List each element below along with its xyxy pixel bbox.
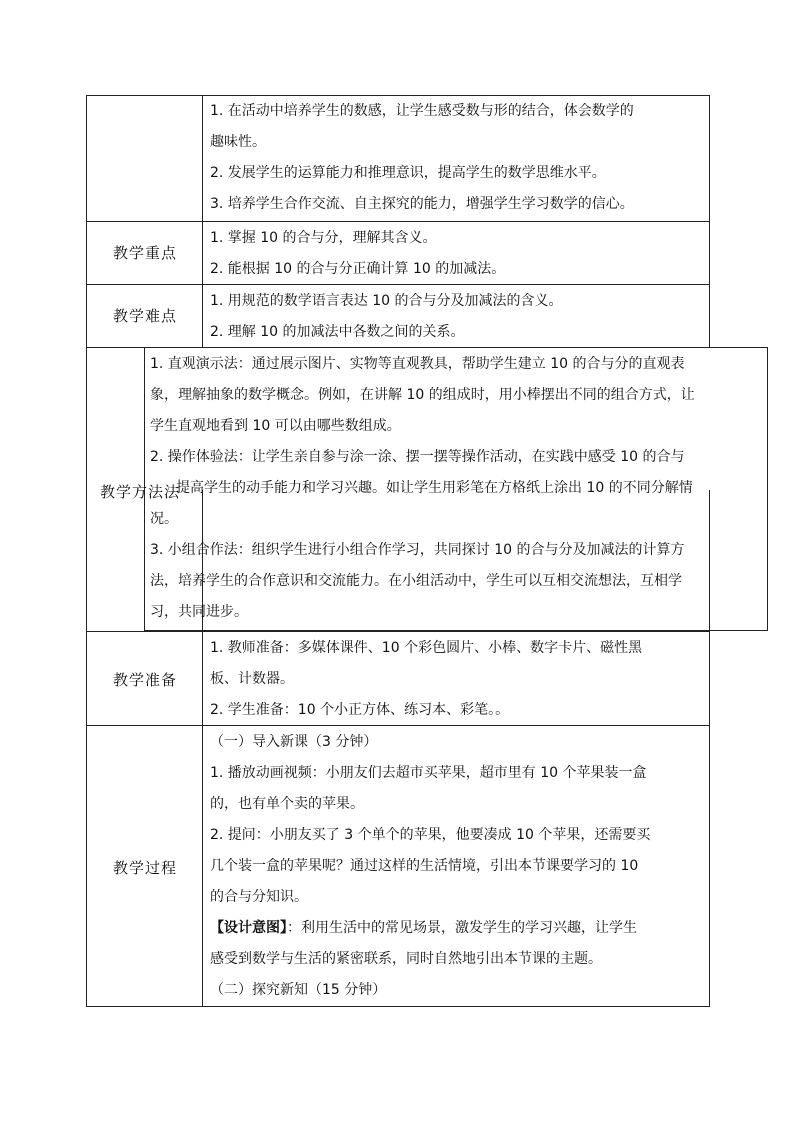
- method-line-3: 学生直观地看到 10 可以由哪些数组成。: [150, 418, 401, 434]
- methods-content: [150, 349, 695, 628]
- preparation-line-1: 1. 教师准备：多媒体课件、10 个彩色圆片、小棒、数字卡片、磁性黑: [210, 640, 643, 656]
- table-border-right-upper: [709, 95, 710, 348]
- methods-label-part1: 教学方法: [100, 483, 165, 501]
- process-label: 教学过程: [112, 859, 177, 877]
- design-intent-text: ：利用生活中的常见场景，激发学生的学习兴趣，让学生: [287, 920, 637, 936]
- difficulty-2: 2. 理解 10 的加减法中各数之间的关系。: [210, 324, 465, 340]
- difficulties-label: 教学难点: [112, 307, 177, 325]
- table-border-right-lower: [709, 490, 710, 1007]
- method-line-2: 象，理解抽象的数学概念。例如，在讲解 10 的组成时，用小棒摆出不同的组合方式，让: [150, 387, 695, 403]
- methods-cell-right: [767, 347, 768, 631]
- process-section-1-title: （一）导入新课（3 分钟）: [210, 734, 378, 750]
- preparation-line-3: 2. 学生准备：10 个小正方体、练习本、彩笔。。: [210, 702, 510, 718]
- methods-label: [100, 481, 180, 502]
- difficulty-1: 1. 用规范的数学语言表达 10 的合与分及加减法的含义。: [210, 293, 563, 309]
- method-line-6: 况。: [150, 511, 178, 527]
- difficulties-content: [210, 286, 563, 348]
- preparation-label: 教学准备: [112, 671, 177, 689]
- key-points-content: [210, 223, 505, 285]
- objective-1-line-2: 趣味性。: [210, 134, 266, 150]
- design-intent-label: 【设计意图】: [210, 920, 287, 936]
- process-design-intent-line-2: 感受到数学与生活的紧密联系，同时自然地引出本节课的主题。: [210, 951, 602, 967]
- preparation-content: [210, 633, 642, 726]
- process-line-4: 几个装一盒的苹果呢？通过这样的生活情境，引出本节课要学习的 10: [210, 858, 639, 874]
- objectives-content: [210, 96, 634, 220]
- method-line-8: 法，培养学生的合作意识和交流能力。在小组活动中，学生可以互相交流想法，互相学: [150, 573, 682, 589]
- process-section-2-title: （二）探究新知（15 分钟）: [210, 982, 387, 998]
- row-divider-methods: [86, 631, 709, 632]
- methods-label-part2: 法: [164, 483, 181, 501]
- objective-3: 3. 培养学生合作交流、自主探究的能力，增强学生学习数学的信心。: [210, 196, 634, 212]
- process-design-intent: [210, 913, 650, 944]
- process-line-2: 的，也有单个卖的苹果。: [210, 796, 364, 812]
- preparation-line-2: 板、计数器。: [210, 671, 294, 687]
- process-line-5: 的合与分知识。: [210, 889, 308, 905]
- objective-1-line-1: 1. 在活动中培养学生的数感，让学生感受数与形的结合，体会数学的: [210, 103, 634, 119]
- method-line-9: 习，共同进步。: [150, 604, 248, 620]
- key-points-label: 教学重点: [112, 244, 177, 262]
- method-line-7: 3. 小组合作法：组织学生进行小组合作学习，共同探讨 10 的合与分及加减法的计算方: [150, 542, 685, 558]
- process-line-1: 1. 播放动画视频：小朋友们去超市买苹果，超市里有 10 个苹果装一盒: [210, 765, 647, 781]
- table-border-bottom: [86, 1006, 709, 1007]
- method-line-5: [150, 473, 695, 504]
- key-point-2: 2. 能根据 10 的合与分正确计算 10 的加减法。: [210, 261, 506, 277]
- process-line-3: 2. 提问：小朋友买了 3 个单个的苹果，他要凑成 10 个苹果，还需要买: [210, 827, 651, 843]
- method-line-4: 2. 操作体验法：让学生亲自参与涂一涂、摆一摆等操作活动，在实践中感受 10 的合与: [150, 449, 685, 465]
- method-line-5-text: 提高学生的动手能力和学习兴趣。如让学生用彩笔在方格纸上涂出 10 的不同分解情: [176, 480, 693, 496]
- process-content: [210, 727, 650, 1006]
- key-point-1: 1. 掌握 10 的合与分，理解其含义。: [210, 230, 437, 246]
- method-line-1: 1. 直观演示法：通过展示图片、实物等直观教具，帮助学生建立 10 的合与分的直观表: [150, 356, 685, 372]
- row-divider-objectives: [86, 221, 709, 222]
- methods-cell-top: [709, 347, 767, 348]
- objective-2: 2. 发展学生的运算能力和推理意识，提高学生的数学思维水平。: [210, 165, 606, 181]
